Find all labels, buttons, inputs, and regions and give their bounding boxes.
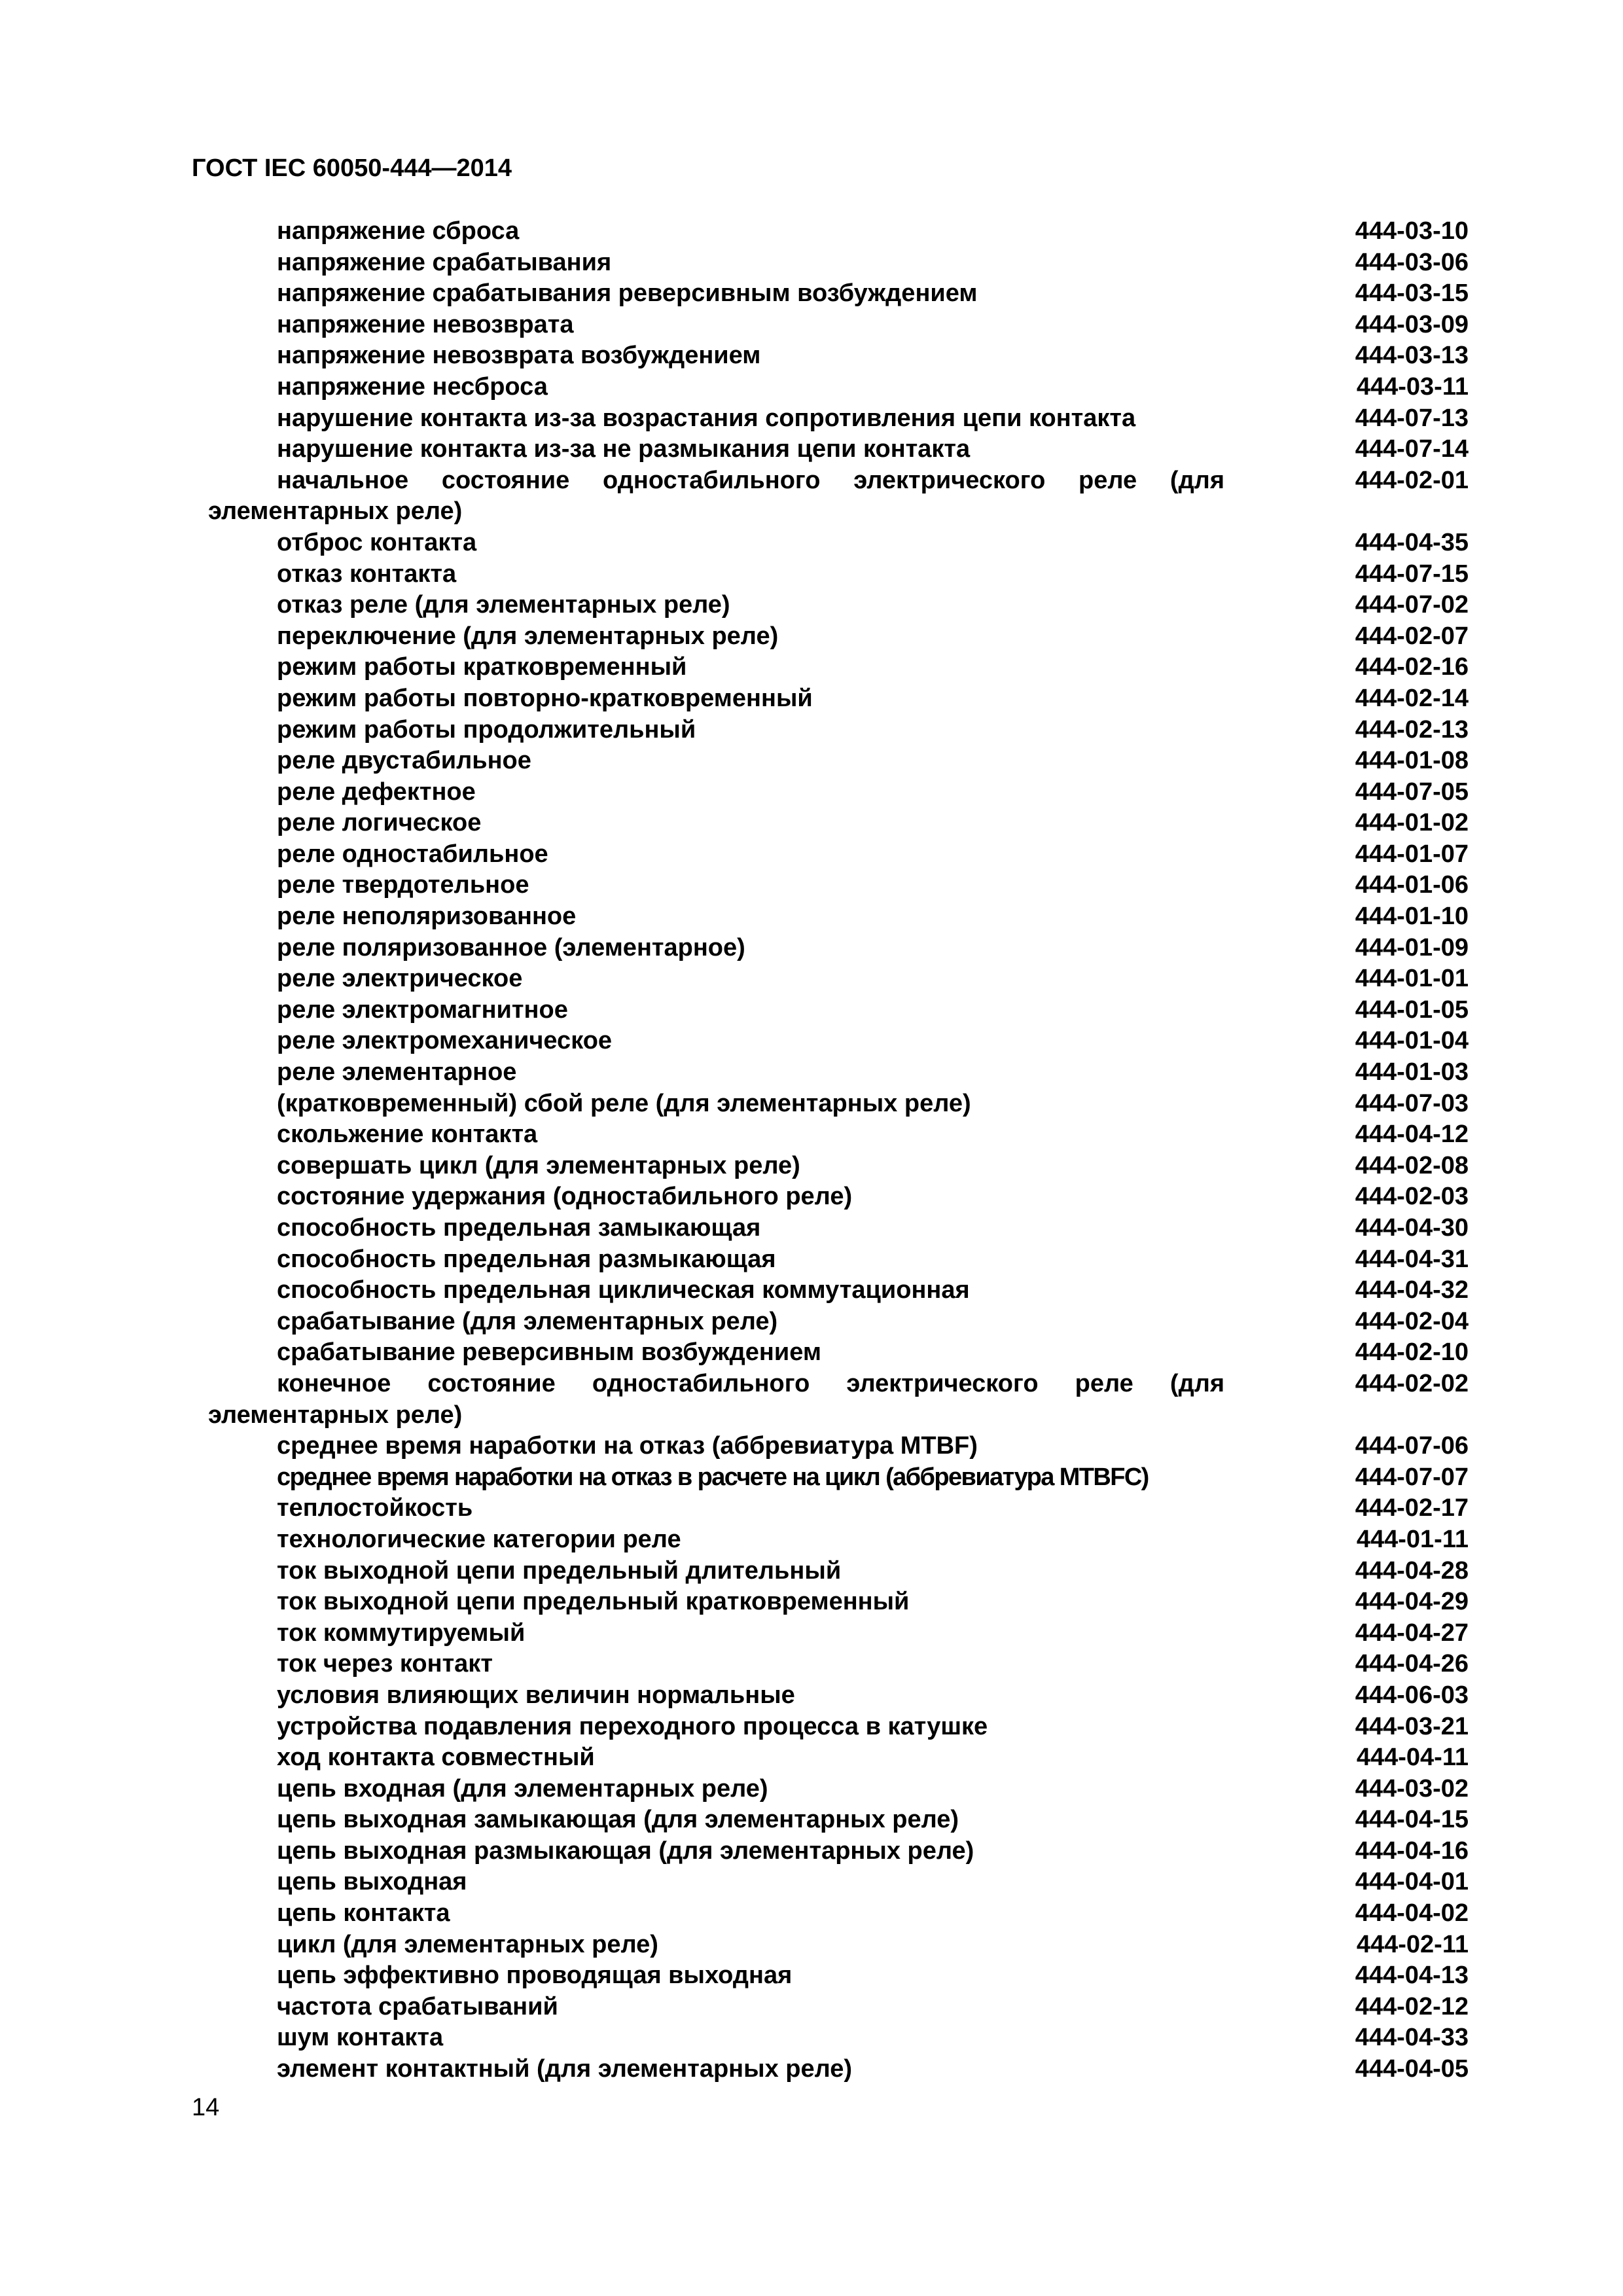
- index-entry: [208, 1680, 1469, 1712]
- entry-code: 444-07-03: [1355, 1089, 1469, 1117]
- entry-term: напряжение срабатывания реверсивным возбуждением: [277, 279, 978, 308]
- entry-code: 444-03-10: [1355, 217, 1469, 245]
- entry-code: 444-03-15: [1355, 279, 1469, 308]
- entry-term: реле элементарное: [277, 1058, 517, 1086]
- entry-code: 444-04-13: [1355, 1962, 1469, 1990]
- index-entry: [208, 1804, 1469, 1836]
- index-entry: [208, 216, 1469, 247]
- entry-code: 444-02-10: [1355, 1338, 1469, 1367]
- entry-code: 444-02-14: [1355, 684, 1469, 712]
- index-entry: [208, 777, 1469, 808]
- entry-term: напряжение сброса: [277, 217, 520, 245]
- entry-code: 444-04-16: [1355, 1837, 1469, 1865]
- entry-term: отказ контакта: [277, 560, 457, 588]
- entry-term: срабатывание реверсивным возбуждением: [277, 1338, 821, 1367]
- entry-term: отказ реле (для элементарных реле): [277, 591, 730, 619]
- entry-code: 444-03-09: [1355, 310, 1469, 338]
- entry-term: ход контакта совместный: [277, 1744, 595, 1772]
- index-entry: [208, 1431, 1469, 1462]
- index-entry: [208, 1649, 1469, 1680]
- entry-code: 444-01-10: [1355, 903, 1469, 931]
- index-entry: [208, 559, 1469, 590]
- index-entry: [208, 1369, 1469, 1431]
- entry-term: цепь выходная размыкающая (для элементарных реле): [277, 1837, 974, 1865]
- index-entry: [208, 1774, 1469, 1805]
- index-entry: [208, 1524, 1469, 1556]
- index-entry: [208, 247, 1469, 279]
- entry-code: 444-07-13: [1355, 404, 1469, 432]
- entry-code: 444-02-07: [1355, 622, 1469, 650]
- entry-term: нарушение контакта из-за возрастания сопротивления цепи контакта: [277, 404, 1136, 432]
- entry-term: среднее время наработки на отказ (аббревиатура MTBF): [277, 1432, 978, 1460]
- entry-term: (кратковременный) сбой реле (для элементарных реле): [277, 1089, 971, 1117]
- index-entry: [208, 403, 1469, 435]
- entry-term: частота срабатываний: [277, 1992, 558, 2020]
- entry-code: 444-02-08: [1355, 1151, 1469, 1179]
- entry-term: реле дефектное: [277, 778, 476, 806]
- entry-code: 444-03-11: [1356, 372, 1469, 401]
- entry-term: режим работы кратковременный: [277, 653, 687, 681]
- entry-code: 444-04-31: [1355, 1245, 1469, 1273]
- entry-code: 444-01-05: [1355, 996, 1469, 1024]
- index-entry: [208, 1836, 1469, 1867]
- entry-term: отброс контакта: [277, 528, 477, 556]
- entry-term: условия влияющих величин нормальные: [277, 1681, 795, 1709]
- entry-code: 444-01-09: [1355, 933, 1469, 961]
- entry-term: ток коммутируемый: [277, 1619, 526, 1647]
- index-entry: [208, 528, 1469, 559]
- term-index-list: [208, 216, 1469, 2085]
- entry-term: цепь контакта: [277, 1899, 450, 1928]
- entry-code: 444-02-16: [1355, 653, 1469, 681]
- entry-term: ток выходной цепи предельный длительный: [277, 1556, 842, 1585]
- index-entry: [208, 652, 1469, 683]
- index-entry: [208, 1712, 1469, 1743]
- index-entry: [208, 590, 1469, 621]
- index-entry: [208, 1929, 1469, 1961]
- entry-code: 444-04-26: [1355, 1650, 1469, 1678]
- entry-code: 444-04-12: [1355, 1121, 1469, 1149]
- index-entry: [208, 278, 1469, 310]
- entry-code: 444-04-28: [1355, 1556, 1469, 1585]
- index-entry: [208, 1181, 1469, 1213]
- index-entry: [208, 1556, 1469, 1587]
- entry-code: 444-07-02: [1355, 591, 1469, 619]
- entry-term: элемент контактный (для элементарных реле): [277, 2055, 853, 2083]
- entry-term: реле логическое: [277, 809, 482, 837]
- index-entry: [208, 434, 1469, 465]
- entry-term: способность предельная циклическая коммутационная: [277, 1276, 970, 1304]
- index-entry: [208, 1026, 1469, 1057]
- index-entry: [208, 683, 1469, 715]
- entry-code: 444-07-07: [1355, 1463, 1469, 1491]
- entry-code: 444-04-01: [1355, 1868, 1469, 1896]
- index-entry: [208, 1088, 1469, 1120]
- index-entry: [208, 1244, 1469, 1276]
- entry-code: 444-04-35: [1355, 528, 1469, 556]
- entry-code: 444-04-29: [1355, 1588, 1469, 1616]
- entry-code: 444-01-03: [1355, 1058, 1469, 1086]
- entry-term: напряжение невозврата: [277, 310, 574, 338]
- entry-term: реле твердотельное: [277, 871, 529, 899]
- index-entry: [208, 933, 1469, 964]
- entry-term: технологические категории реле: [277, 1525, 681, 1553]
- page-number: 14: [192, 2094, 220, 2121]
- entry-code: 444-02-03: [1355, 1183, 1469, 1211]
- index-entry: [208, 1119, 1469, 1151]
- entry-code: 444-01-01: [1355, 965, 1469, 993]
- entry-term: конечное состояние одностабильного электрического реле (для элементарных реле): [208, 1369, 1224, 1429]
- entry-code: 444-01-07: [1355, 840, 1469, 868]
- index-entry: [208, 1213, 1469, 1244]
- index-entry: [208, 621, 1469, 653]
- entry-code: 444-04-32: [1355, 1276, 1469, 1304]
- entry-term: среднее время наработки на отказ в расчете на цикл (аббревиатура MTBFC): [277, 1463, 1149, 1491]
- entry-code: 444-04-02: [1355, 1899, 1469, 1928]
- entry-code: 444-03-13: [1355, 342, 1469, 370]
- entry-code: 444-02-01: [1355, 466, 1469, 494]
- entry-term: скольжение контакта: [277, 1121, 538, 1149]
- entry-term: теплостойкость: [277, 1494, 473, 1522]
- entry-code: 444-02-11: [1356, 1930, 1469, 1958]
- index-entry: [208, 1618, 1469, 1649]
- entry-code: 444-02-02: [1355, 1369, 1469, 1397]
- index-entry: [208, 1493, 1469, 1524]
- entry-term: срабатывание (для элементарных реле): [277, 1307, 778, 1335]
- index-entry: [208, 465, 1469, 528]
- index-entry: [208, 808, 1469, 839]
- entry-code: 444-02-17: [1355, 1494, 1469, 1522]
- entry-code: 444-06-03: [1355, 1681, 1469, 1709]
- index-entry: [208, 1867, 1469, 1898]
- entry-term: устройства подавления переходного процесса в катушке: [277, 1712, 988, 1740]
- entry-term: режим работы продолжительный: [277, 715, 696, 744]
- entry-term: цепь входная (для элементарных реле): [277, 1774, 768, 1803]
- entry-term: реле электромеханическое: [277, 1027, 613, 1055]
- entry-code: 444-01-02: [1355, 809, 1469, 837]
- entry-code: 444-07-06: [1355, 1432, 1469, 1460]
- entry-code: 444-02-04: [1355, 1307, 1469, 1335]
- entry-term: цикл (для элементарных реле): [277, 1930, 658, 1958]
- index-entry: [208, 1462, 1469, 1494]
- index-entry: [208, 2022, 1469, 2054]
- entry-term: переключение (для элементарных реле): [277, 622, 779, 650]
- index-entry: [208, 372, 1469, 403]
- entry-term: состояние удержания (одностабильного реле): [277, 1183, 853, 1211]
- entry-code: 444-04-05: [1355, 2055, 1469, 2083]
- entry-code: 444-04-33: [1355, 2024, 1469, 2052]
- entry-term: способность предельная размыкающая: [277, 1245, 776, 1273]
- entry-term: режим работы повторно-кратковременный: [277, 684, 813, 712]
- entry-code: 444-03-21: [1355, 1712, 1469, 1740]
- entry-term: цепь выходная замыкающая (для элементарных реле): [277, 1806, 959, 1834]
- entry-code: 444-04-30: [1355, 1214, 1469, 1242]
- entry-term: способность предельная замыкающая: [277, 1214, 761, 1242]
- index-entry: [208, 1992, 1469, 2023]
- entry-term: реле неполяризованное: [277, 903, 577, 931]
- entry-term: напряжение несброса: [277, 372, 548, 401]
- entry-code: 444-04-27: [1355, 1619, 1469, 1647]
- entry-code: 444-02-13: [1355, 715, 1469, 744]
- index-entry: [208, 1057, 1469, 1088]
- entry-code: 444-07-05: [1355, 778, 1469, 806]
- index-entry: [208, 310, 1469, 341]
- entry-term: реле электромагнитное: [277, 996, 568, 1024]
- entry-code: 444-07-15: [1355, 560, 1469, 588]
- index-entry: [208, 995, 1469, 1026]
- index-entry: [208, 715, 1469, 746]
- index-entry: [208, 1587, 1469, 1618]
- entry-term: реле поляризованное (элементарное): [277, 933, 745, 961]
- entry-code: 444-07-14: [1355, 435, 1469, 463]
- index-entry: [208, 1742, 1469, 1774]
- entry-term: начальное состояние одностабильного электрического реле (для элементарных реле): [208, 466, 1224, 526]
- entry-term: реле двустабильное: [277, 747, 531, 775]
- index-entry: [208, 1151, 1469, 1182]
- entry-term: напряжение срабатывания: [277, 248, 612, 276]
- entry-term: реле электрическое: [277, 965, 523, 993]
- index-entry: [208, 745, 1469, 777]
- entry-code: 444-01-04: [1355, 1027, 1469, 1055]
- document-header: ГОСТ IEC 60050-444—2014: [192, 154, 512, 182]
- index-entry: [208, 1898, 1469, 1929]
- index-entry: [208, 2054, 1469, 2085]
- entry-code: 444-03-02: [1355, 1774, 1469, 1803]
- entry-code: 444-02-12: [1355, 1992, 1469, 2020]
- entry-code: 444-03-06: [1355, 248, 1469, 276]
- entry-code: 444-04-15: [1355, 1806, 1469, 1834]
- index-entry: [208, 839, 1469, 870]
- entry-term: шум контакта: [277, 2024, 444, 2052]
- entry-term: нарушение контакта из-за не размыкания цепи контакта: [277, 435, 971, 463]
- index-entry: [208, 1275, 1469, 1306]
- index-entry: [208, 340, 1469, 372]
- entry-code: 444-04-11: [1356, 1744, 1469, 1772]
- entry-code: 444-01-11: [1356, 1525, 1469, 1553]
- index-entry: [208, 901, 1469, 933]
- entry-term: цепь выходная: [277, 1868, 467, 1896]
- entry-term: цепь эффективно проводящая выходная: [277, 1962, 793, 1990]
- entry-term: реле одностабильное: [277, 840, 548, 868]
- index-entry: [208, 1306, 1469, 1338]
- entry-term: ток выходной цепи предельный кратковременный: [277, 1588, 910, 1616]
- entry-term: напряжение невозврата возбуждением: [277, 342, 761, 370]
- entry-code: 444-01-08: [1355, 747, 1469, 775]
- index-entry: [208, 1337, 1469, 1369]
- entry-code: 444-01-06: [1355, 871, 1469, 899]
- entry-term: совершать цикл (для элементарных реле): [277, 1151, 800, 1179]
- entry-term: ток через контакт: [277, 1650, 493, 1678]
- index-entry: [208, 1960, 1469, 1992]
- index-entry: [208, 870, 1469, 901]
- index-entry: [208, 963, 1469, 995]
